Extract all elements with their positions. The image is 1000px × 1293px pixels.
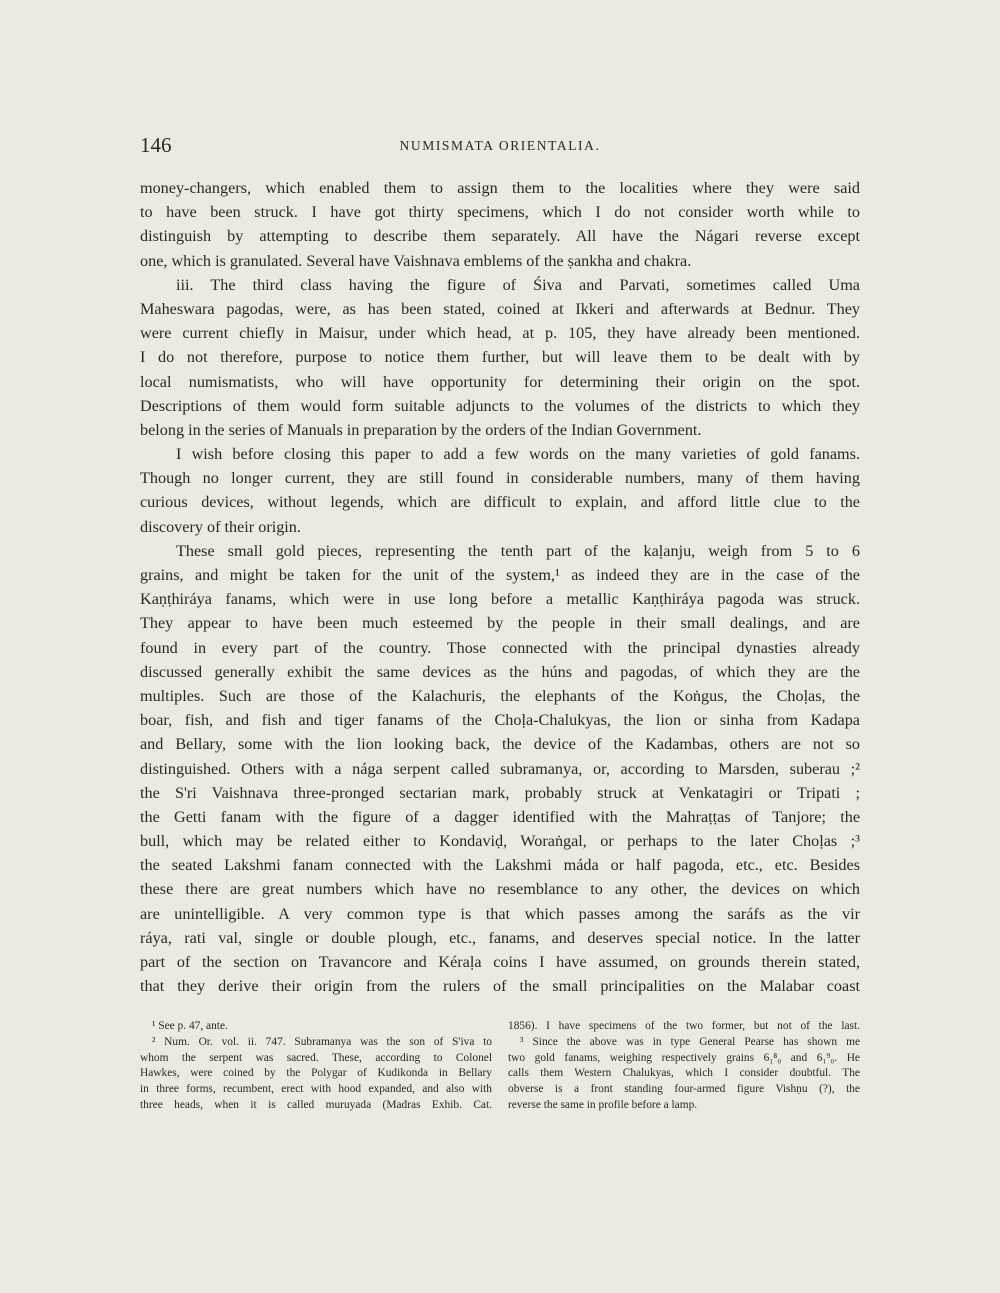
body-line: curious devices, without legends, which are difficult to explain, and afford little clue to the — [140, 493, 860, 512]
body-text — [140, 176, 860, 998]
footnote-line: 1856). I have specimens of the two former, but not of the last. — [508, 1020, 860, 1032]
body-line: iii. The third class having the figure of Śiva and Parvati, sometimes called Uma — [176, 275, 860, 294]
body-line: I wish before closing this paper to add a few words on the many varieties of gold fanams. — [176, 445, 860, 464]
footnote-line: in three forms, recumbent, erect with hood expanded, and also with — [140, 1083, 492, 1096]
body-line: ráya, rati val, single or double plough, etc., fanams, and deserves special notice. In the latter — [140, 928, 860, 947]
footnote-line: ¹ See p. 47, ante. — [152, 1020, 228, 1032]
body-line: and Bellary, some with the lion looking back, the device of the Kadambas, others are not so — [140, 735, 860, 754]
footnote-line: reverse the same in profile before a lamp. — [508, 1098, 698, 1111]
body-line: the S'ri Vaishnava three-pronged sectarian mark, probably struck at Venkatagiri or Tripati ; — [140, 783, 860, 802]
body-line: They appear to have been much esteemed by the people in their small dealings, and are — [140, 614, 860, 633]
page-header — [140, 133, 860, 163]
body-line: found in every part of the country. Those connected with the principal dynasties already — [140, 638, 860, 657]
body-line: the Getti fanam with the figure of a dagger identified with the Mahraṭṭas of Tanjore; the — [140, 807, 860, 826]
footnote-column-left — [140, 1019, 492, 1114]
body-line: discussed generally exhibit the same devices as the húns and pagodas, of which they are the — [140, 662, 860, 681]
footnote-line: ² Num. Or. vol. ii. 747. Subramanya was the son of S'iva to — [152, 1035, 492, 1048]
footnote-line: three heads, when it is called muruyada (Madras Exhib. Cat. — [140, 1098, 492, 1111]
body-line: bull, which may be related either to Kondaviḍ, Woraṅgal, or perhaps to the later Choḷas ;³ — [140, 832, 860, 851]
body-line: distinguish by attempting to describe them separately. All have the Nágari reverse except — [140, 227, 860, 246]
body-line: money-changers, which enabled them to assign them to the localities where they were said — [140, 179, 860, 197]
body-line: belong in the series of Manuals in preparation by the orders of the Indian Government. — [140, 420, 702, 439]
body-line: that they derive their origin from the rulers of the small principalities on the Malabar coast — [140, 977, 860, 996]
footnote-line: Hawkes, were coined by the Polygar of Kudikonda in Bellary — [140, 1067, 492, 1080]
body-line: multiples. Such are those of the Kalachuris, the elephants of the Koṅgus, the Choḷas, the — [140, 686, 860, 705]
body-line: local numismatists, who will have opportunity for determining their origin on the spot. — [140, 372, 860, 391]
body-line: I do not therefore, purpose to notice them further, but will leave them to be dealt with by — [140, 348, 860, 367]
body-line: Maheswara pagodas, were, as has been stated, coined at Ikkeri and afterwards at Bednur. They — [140, 299, 860, 318]
body-line: These small gold pieces, representing the tenth part of the kaḷanju, weigh from 5 to 6 — [176, 541, 860, 560]
body-line: grains, and might be taken for the unit of the system,¹ as indeed they are in the case of the — [140, 566, 860, 584]
body-line: the seated Lakshmi fanam connected with the Lakshmi máda or half pagoda, etc., etc. Besides — [140, 856, 860, 875]
page-number: 146 — [140, 133, 172, 157]
footnote-line: calls them Western Chalukyas, which I consider doubtful. The — [508, 1067, 860, 1080]
body-line: boar, fish, and fish and tiger fanams of the Choḷa-Chalukyas, the lion or sinha from Kadapa — [140, 711, 860, 730]
body-line: Though no longer current, they are still found in considerable numbers, many of them having — [140, 469, 860, 488]
footnote-line: obverse is a front standing four-armed figure Vishṇu (?), the — [508, 1083, 860, 1096]
body-line: to have been struck. I have got thirty specimens, which I do not consider worth while to — [140, 203, 860, 222]
body-line: one, which is granulated. Several have Vaishnava emblems of the ṣankha and chakra. — [140, 251, 692, 270]
body-line: these there are great numbers which have no resemblance to any other, the devices on which — [140, 880, 860, 899]
footnote-line: ³ Since the above was in type General Pearse has shown me — [520, 1035, 860, 1048]
body-line: part of the section on Travancore and Kéraḷa coins I have assumed, on grounds therein stated, — [140, 953, 860, 971]
body-line: discovery of their origin. — [140, 517, 301, 536]
body-line: are unintelligible. A very common type is that which passes among the saráfs as the vir — [140, 904, 860, 923]
footnote-line: two gold fanams, weighing respectively grains 6₁⁸₀ and 6₁⁹₀. He — [508, 1051, 860, 1064]
body-line: were current chiefly in Maisur, under which head, at p. 105, they have already been mentioned. — [140, 324, 860, 343]
footnote-line: whom the serpent was sacred. These, according to Colonel — [140, 1051, 492, 1064]
running-title: NUMISMATA ORIENTALIA. — [399, 138, 601, 153]
body-line: Descriptions of them would form suitable adjuncts to the volumes of the districts to which they — [140, 396, 860, 415]
footnote-column-right — [508, 1019, 860, 1114]
body-line: distinguished. Others with a nága serpent called subramanya, or, according to Marsden, suberau ;² — [140, 759, 860, 778]
body-line: Kaṇṭhiráya fanams, which were in use long before a metallic Kaṇṭhiráya pagoda was struck. — [140, 590, 860, 609]
